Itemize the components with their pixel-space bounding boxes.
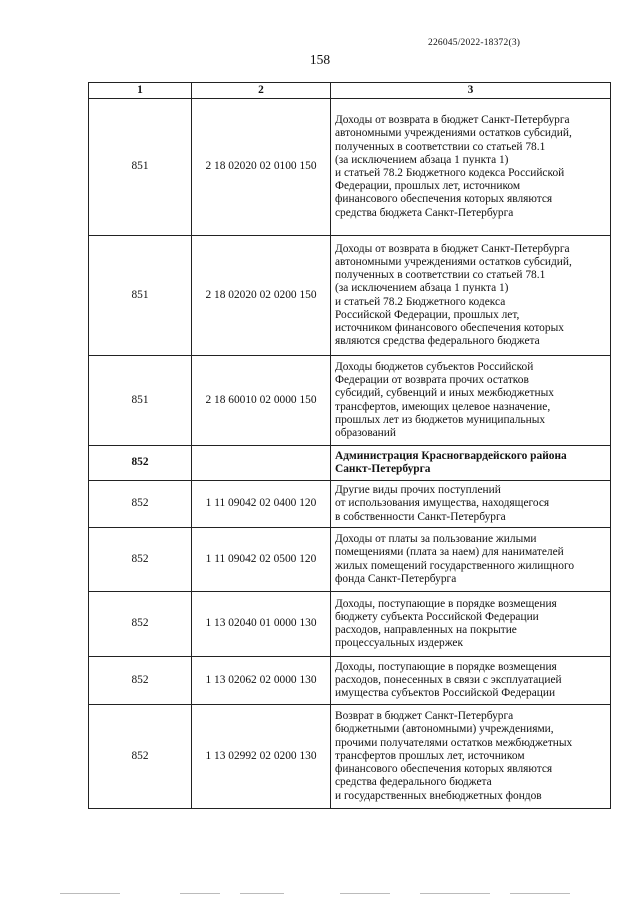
budget-code-cell: 1 13 02062 02 0000 130 (192, 657, 331, 705)
budget-classification-table (88, 82, 611, 809)
table-row (89, 705, 611, 809)
income-description-cell: Доходы бюджетов субъектов Российской Федерации от возврата прочих остатков субсидий, субвенций и иных межбюджетных трансфертов, имеющих целевое назначение, прошлых лет из бюджетов муниципальных образований (331, 356, 611, 446)
budget-code-cell (192, 446, 331, 481)
admin-code-cell: 852 (89, 481, 192, 528)
table-header-row (89, 83, 611, 99)
column-header-3: 3 (331, 83, 611, 99)
scan-footer-marks (0, 893, 640, 897)
budget-code-cell: 2 18 02020 02 0100 150 (192, 99, 331, 236)
admin-code-cell: 851 (89, 99, 192, 236)
table-section-row (89, 446, 611, 481)
table-row (89, 481, 611, 528)
table-row (89, 99, 611, 236)
table-row (89, 356, 611, 446)
column-header-2: 2 (192, 83, 331, 99)
admin-code-cell: 852 (89, 592, 192, 657)
admin-code-cell: 852 (89, 705, 192, 809)
income-description-cell: Доходы от платы за пользование жилыми помещениями (плата за наем) для нанимателей жилых помещений государственного жилищного фонда Санкт-Петербурга (331, 528, 611, 592)
budget-code-cell: 1 11 09042 02 0400 120 (192, 481, 331, 528)
table-row (89, 528, 611, 592)
table-row (89, 236, 611, 356)
income-description-cell: Доходы, поступающие в порядке возмещения бюджету субъекта Российской Федерации расходов, направленных на покрытие процессуальных издержек (331, 592, 611, 657)
page-number: 158 (309, 52, 331, 67)
budget-code-cell: 1 13 02040 01 0000 130 (192, 592, 331, 657)
budget-code-cell: 2 18 02020 02 0200 150 (192, 236, 331, 356)
income-description-cell: Доходы, поступающие в порядке возмещения расходов, понесенных в связи с эксплуатацией имущества субъектов Российской Федерации (331, 657, 611, 705)
section-title-cell: Администрация Красногвардейского района Санкт-Петербурга (331, 446, 611, 481)
admin-code-cell: 852 (89, 446, 192, 481)
budget-code-cell: 1 13 02992 02 0200 130 (192, 705, 331, 809)
income-description-cell: Возврат в бюджет Санкт-Петербурга бюджетными (автономными) учреждениями, прочими получателями остатков межбюджетных трансфертов прошлых лет, источником финансового обеспечения которых являются средства федерального бюджета и государственных внебюджетных фондов (331, 705, 611, 809)
table-row (89, 657, 611, 705)
admin-code-cell: 851 (89, 236, 192, 356)
budget-code-cell: 2 18 60010 02 0000 150 (192, 356, 331, 446)
table-row (89, 592, 611, 657)
income-description-cell: Доходы от возврата в бюджет Санкт-Петербурга автономными учреждениями остатков субсидий, полученных в соответствии со статьей 78.1 (за исключением абзаца 1 пункта 1) и статьей 78.2 Бюджетного кодекса Российской Федерации, прошлых лет, источником финансового обеспечения которых являются средства федерального бюджета (331, 236, 611, 356)
admin-code-cell: 851 (89, 356, 192, 446)
budget-code-cell: 1 11 09042 02 0500 120 (192, 528, 331, 592)
admin-code-cell: 852 (89, 657, 192, 705)
document-registration-number: 226045/2022-18372(3) (428, 38, 521, 48)
admin-code-cell: 852 (89, 528, 192, 592)
income-description-cell: Другие виды прочих поступлений от использования имущества, находящегося в собственности Санкт-Петербурга (331, 481, 611, 528)
income-description-cell: Доходы от возврата в бюджет Санкт-Петербурга автономными учреждениями остатков субсидий, полученных в соответствии со статьей 78.1 (за исключением абзаца 1 пункта 1) и статьей 78.2 Бюджетного кодекса Российской Федерации, прошлых лет, источником финансового обеспечения которых являются средства бюджета Санкт-Петербурга (331, 99, 611, 236)
column-header-1: 1 (89, 83, 192, 99)
